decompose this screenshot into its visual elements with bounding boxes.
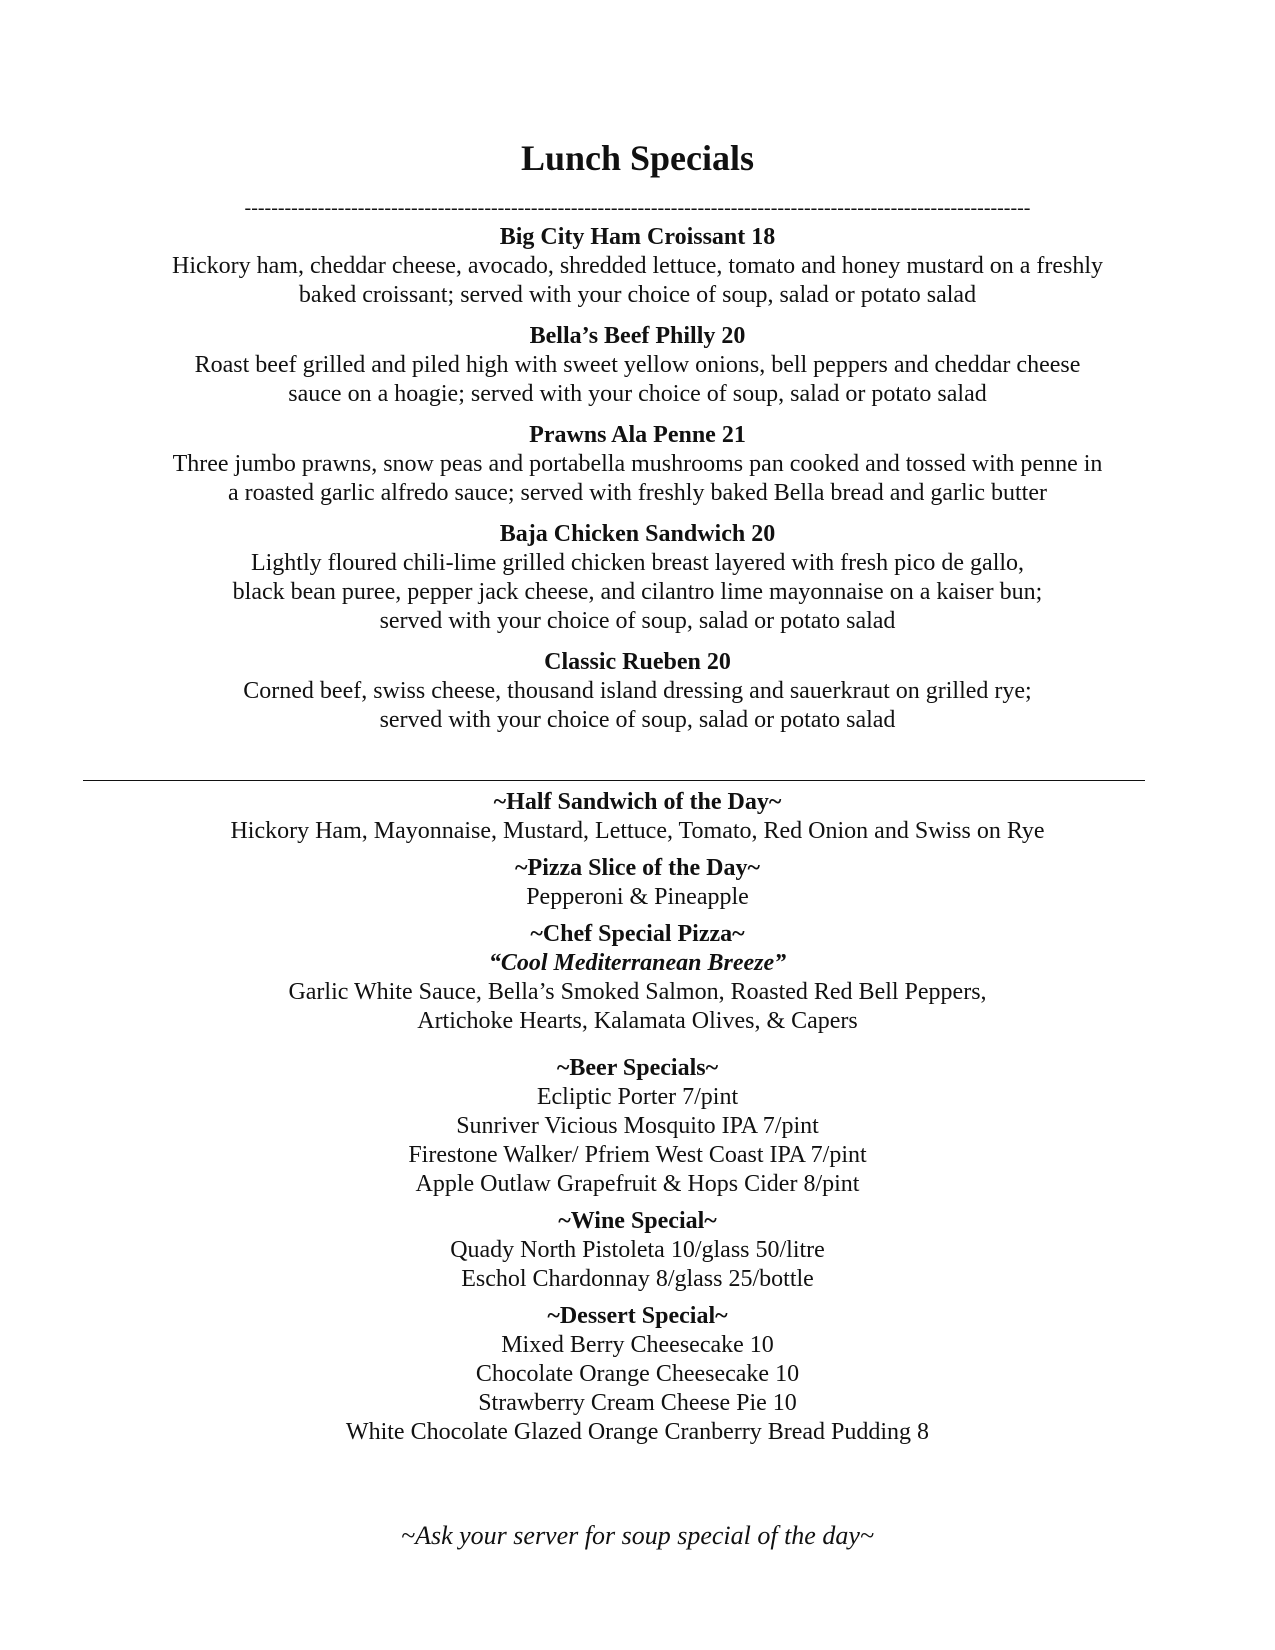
dashed-divider: ---------------------------------------------------------------------------------------------------------------------- (244, 198, 1031, 218)
menu-item (0, 223, 1275, 310)
menu-item (0, 322, 1275, 409)
description-line: a roasted garlic alfredo sauce; served with freshly baked Bella bread and garlic butter (228, 480, 1047, 506)
lunch-specials-list (0, 223, 1275, 747)
description-line: Three jumbo prawns, snow peas and portabella mushrooms pan cooked and tossed with penne in (172, 451, 1103, 477)
beer-item: Firestone Walker/ Pfriem West Coast IPA 7/pint (408, 1142, 867, 1168)
beer-item: Apple Outlaw Grapefruit & Hops Cider 8/pint (415, 1171, 860, 1197)
menu-item (0, 520, 1275, 636)
section-heading: ~Chef Special Pizza~ (530, 921, 745, 947)
wine-section (0, 1207, 1275, 1294)
soup-note: ~Ask your server for soup special of the day~ (401, 1521, 874, 1550)
description-line: black bean puree, pepper jack cheese, and cilantro lime mayonnaise on a kaiser bun; (232, 579, 1043, 605)
section-heading: ~Beer Specials~ (556, 1055, 719, 1081)
menu-item-description (0, 450, 1275, 508)
section-heading: ~Dessert Special~ (547, 1303, 728, 1329)
description-line: served with your choice of soup, salad or potato salad (379, 707, 896, 733)
menu-item-description (0, 677, 1275, 735)
section-line: Artichoke Hearts, Kalamata Olives, & Capers (417, 1008, 858, 1034)
dessert-item: Strawberry Cream Cheese Pie 10 (478, 1390, 797, 1416)
section-heading: ~Pizza Slice of the Day~ (515, 855, 760, 881)
description-line: Hickory ham, cheddar cheese, avocado, shredded lettuce, tomato and honey mustard on a freshly (172, 253, 1103, 279)
section-heading: ~Half Sandwich of the Day~ (493, 789, 782, 815)
menu-item-description (0, 549, 1275, 636)
section-line: Garlic White Sauce, Bella’s Smoked Salmon, Roasted Red Bell Peppers, (288, 979, 987, 1005)
menu-item-description (0, 252, 1275, 310)
description-line: sauce on a hoagie; served with your choice of soup, salad or potato salad (288, 381, 987, 407)
menu-item-heading: Prawns Ala Penne 21 (529, 422, 746, 448)
dessert-item: Chocolate Orange Cheesecake 10 (475, 1361, 800, 1387)
wine-item: Eschol Chardonnay 8/glass 25/bottle (461, 1266, 814, 1292)
dessert-item: White Chocolate Glazed Orange Cranberry Bread Pudding 8 (345, 1419, 930, 1445)
section-heading: ~Wine Special~ (558, 1208, 717, 1234)
description-line: Lightly floured chili-lime grilled chicken breast layered with fresh pico de gallo, (250, 550, 1025, 576)
description-line: Roast beef grilled and piled high with sweet yellow onions, bell peppers and cheddar cheese (194, 352, 1081, 378)
section-line: Hickory Ham, Mayonnaise, Mustard, Lettuce, Tomato, Red Onion and Swiss on Rye (230, 818, 1045, 844)
pizza-slice-section (0, 854, 1275, 912)
description-line: Corned beef, swiss cheese, thousand island dressing and sauerkraut on grilled rye; (243, 678, 1032, 704)
dessert-item: Mixed Berry Cheesecake 10 (501, 1332, 774, 1358)
half-sandwich-section (0, 788, 1275, 846)
description-line: served with your choice of soup, salad or potato salad (379, 608, 896, 634)
dessert-section (0, 1302, 1275, 1447)
pizza-name: “Cool Mediterranean Breeze” (488, 950, 787, 976)
menu-item-heading: Big City Ham Croissant 18 (499, 224, 776, 250)
menu-item-heading: Classic Rueben 20 (544, 649, 731, 675)
menu-item (0, 421, 1275, 508)
description-line: baked croissant; served with your choice of soup, salad or potato salad (298, 282, 977, 308)
menu-item-heading: Baja Chicken Sandwich 20 (499, 521, 776, 547)
section-rule (83, 780, 1145, 781)
beer-section (0, 1054, 1275, 1199)
page-title: Lunch Specials (520, 138, 755, 178)
daily-specials-section (0, 788, 1275, 1455)
menu-item-heading: Bella’s Beef Philly 20 (529, 323, 746, 349)
beer-item: Ecliptic Porter 7/pint (536, 1084, 739, 1110)
chef-pizza-section (0, 920, 1275, 1036)
beer-item: Sunriver Vicious Mosquito IPA 7/pint (456, 1113, 819, 1139)
section-line: Pepperoni & Pineapple (526, 884, 749, 910)
menu-item-description (0, 351, 1275, 409)
wine-item: Quady North Pistoleta 10/glass 50/litre (450, 1237, 825, 1263)
menu-item (0, 648, 1275, 735)
